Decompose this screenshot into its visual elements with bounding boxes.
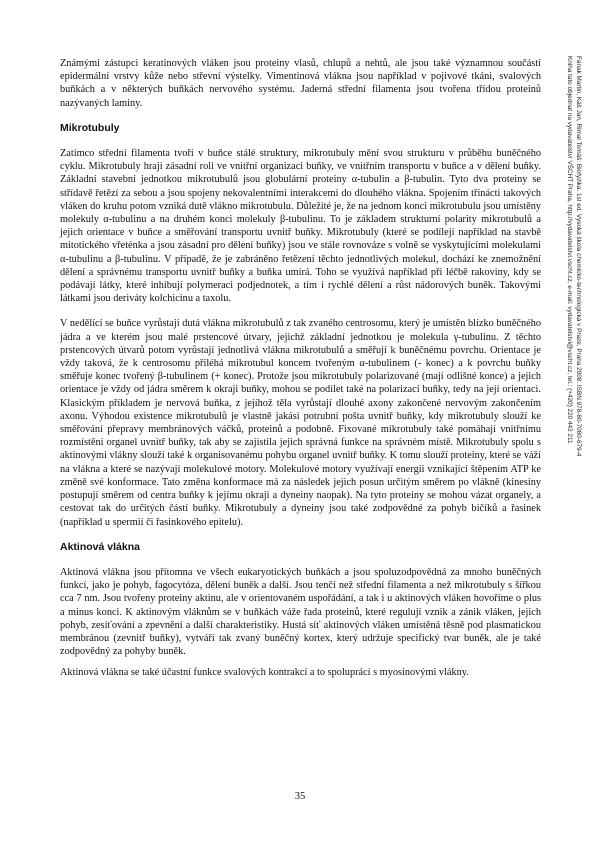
mikrotubuly-paragraph-2: V nedělící se buňce vyrůstají dutá vlákna mikrotubulů z tak zvaného centrosomu, který je umístěn blízko buněčného jádra a ve kterém jsou malé prstencové útvary, jejichž základní jednotkou je molekula γ-tubulinu. Z těchto prstencových útvarů potom vyrůstají jednotlivá vlákna mikrotubulů a směřují k buněčnému povrchu. Orientace je vždy taková, že k centrosomu přiléhá mikrotubul koncem tvořeným α-tubulinem (- konec) a k povrchu buňky směřuje konec tvořený β-tubulinem (+ konec). Protože jsou mikrotubuly polarizované (mají odlišné konce) a jejich orientace je vždy od jádra směrem k okraji buňky, mohou se podílet také na polarizaci buňky, tedy na její orientaci. Klasickým příkladem je nervová buňka, z jejíhož těla vyrůstají dlouhé axony zakončené nervovým zakončením axonu. Výhodou existence mikrotubulů je vlastně jakási potrubní pošta uvnitř buňky, kdy mikrotubuly slouží ke směřování přepravy membránových váčků, proteinů a podobně. Fixované mikrotubuly také pomáhají vnitřnímu rozmístění organel uvnitř buňky, tak aby se zajistila jejich správná funkce na správném místě. Mikrotubuly spolu s aktinovými vlákny slouží také k organisovanému pohybu organel uvnitř buňky. K tomu slouží proteiny, které se váží na vlákna a které se nazývají molekulové motory. Molekulové motory využívají energii vznikající štěpením ATP ke změně své konformace. Tato změna konformace má za následek jejich posun určitým směrem po vlákně (kinesiny postupují směrem od centra buňky k jejímu okraji a dyneiny naopak). Na tyto proteiny se mohou vázat organely, a cestovat tak do určitých částí buňky. Mikrotubuly a dyneiny jsou také zodpovědné za pohyb bičíků a řasinek (například u spermií či řasinkového epitelu). xyxy=(60,318,541,528)
heading-aktinova-vlakna: Aktinová vlákna xyxy=(60,540,140,553)
side-copyright-note xyxy=(565,56,582,616)
heading-mikrotubuly: Mikrotubuly xyxy=(60,121,120,134)
page-number: 35 xyxy=(294,791,306,802)
side-note-line-2: Kniha tato objednat na vydavatelství VŠCHT Praha, http://vydavatelstvi.vscht.cz, e-mail: vydavatelstvi@vscht.cz, tel.: (+420) 220 443 211 xyxy=(566,56,574,444)
page-body xyxy=(60,57,541,680)
intro-paragraph: Známými zástupci keratinových vláken jsou proteiny vlasů, chlupů a nehtů, ale jsou také významnou součástí epidermální vrstvy kůže nebo střevní výstelky. Vimentinová vlákna jsou například v pojivové tkáni, svalových buňkách a v některých buňkách nervového systému. Jaderná střední filamenta jsou tvořena třídou proteinů nazývaných laminy. xyxy=(60,58,541,109)
aktinova-paragraph-2: Aktinová vlákna se také účastní funkce svalových kontrakcí a to spoluprácí s myosinovými vlákny. xyxy=(60,667,469,679)
side-note-line-1: Fanak Martin, Káš Jan, Rimal Tomáš: Biofyzika. 1st ed. Vysoká škola chemicko-technologická v Praze, Praha 2008. ISBN 978-80-7080-679-4 xyxy=(575,56,582,457)
mikrotubuly-paragraph-1: Zatímco střední filamenta tvoří v buňce stálé struktury, mikrotubuly mění svou strukturu v průběhu buněčného cyklu. Mikrotubuly hrají zásadní roli ve vnitřní organizaci buňky, ve vnitřním transportu v buňce a v dělení buňky. Základní stavební jednotkou mikrotubulů jsou globulární proteiny α-tubulin a β-tubulin. Tyto dva proteiny se střídavě řetězí za sebou a jsou spojeny nekovalentními interakcemi do dlouhého vlákna. Spojením třinácti takových vláken do kruhu potom vzniká dutě vlákno mikrotubulu. Důležité je, že na jednom konci mikrotubulu jsou umístěny molekuly α-tubulinu a na druhém konci molekuly β-tubulinu. To je základem strukturní polarity mikrotubulů a jejich orientace v buňce a směřování transportu uvnitř buňky. Mikrotubuly (které se podílejí například na stavbě mitotického vřeténka a jsou zásadní pro dělení buňky) jsou ve stále rovnováze s volně se vyskytujícími molekulami α-tubulinu a β-tubulinu. V případě, že je zabráněno řetězení těchto jednotlivých molekul, dochází ke znemožnění dělení a správnému transportu uvnitř buňky a buňka umírá. Toho se využívá například při léčbě rakoviny, kdy se podávají látky, které inhibují polymeraci podjednotek, a tím i rychlé dělení a růst nádorových buněk. Takovými látkami jsou deriváty kolchicinu a taxolu. xyxy=(60,148,541,305)
aktinova-paragraph-1: Aktinová vlákna jsou přítomna ve všech eukaryotických buňkách a jsou spoluzodpovědná za mnoho buněčných funkcí, jako je pohyb, fagocytóza, dělení buněk a další. Jsou tenčí než střední filamenta a než mikrotubuly s šířkou cca 7 nm. Jsou tvořeny proteiny aktinu, ale v orientovaném uspořádání, a tak i u aktinových vláken hovoříme o plus a minus konci. K aktinovým vláknům se v buňkách váže řada proteinů, které regulují vznik a zánik vláken, jejich pohyb, zesíťování a zpevnění a další charakteristiky. Hustá síť aktinových vláken umístěná těsně pod plasmatickou membránou (zevnitř buňky), vytváří tak zvaný buněčný kortex, který udržuje specifický tvar buněk, ale je také zodpovědný za pohyby buněk. xyxy=(60,566,541,658)
